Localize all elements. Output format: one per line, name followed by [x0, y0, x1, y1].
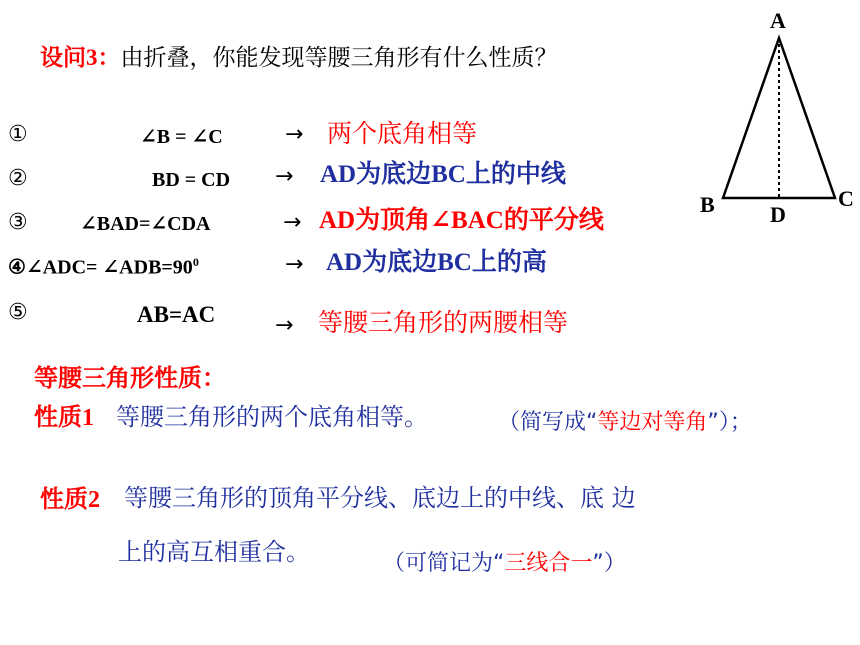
row4-expr-line — [8, 256, 199, 278]
row1-number: ① — [8, 122, 28, 147]
row5-number: ⑤ — [8, 300, 28, 325]
row2-arrow: → — [275, 164, 294, 189]
property1-note — [498, 412, 752, 434]
row4-arrow: → — [285, 252, 304, 277]
row3-expr: ∠BAD=∠CDA — [80, 213, 211, 235]
row2-result: AD为底边BC上的中线 — [320, 161, 566, 188]
property1-text: 等腰三角形的两个底角相等。 — [116, 403, 428, 431]
row1-expr: ∠B = ∠C — [140, 126, 223, 148]
property1-note-key: 等边对等角 — [597, 410, 708, 435]
row2-number: ② — [8, 166, 28, 191]
row5-arrow: → — [275, 313, 294, 338]
property1-note-pre: （简写成“ — [498, 410, 598, 435]
row5-result: 等腰三角形的两腰相等 — [318, 308, 569, 337]
property1-note-post: ”）； — [707, 410, 752, 435]
properties-heading: 等腰三角形性质： — [34, 364, 226, 392]
question-text: 由折叠，你能发现等腰三角形有什么性质？ — [120, 45, 558, 71]
vertex-b-label: B — [700, 192, 715, 217]
property2-label: 性质2 — [40, 487, 100, 513]
row3-number: ③ — [8, 210, 28, 235]
row3-arrow: → — [283, 210, 302, 235]
row4-result: AD为底边BC上的高 — [326, 249, 547, 276]
property2-note — [383, 553, 626, 575]
property2-note-post: ”） — [592, 551, 626, 576]
vertex-a-label: A — [770, 8, 786, 33]
point-d-label: D — [770, 202, 786, 227]
row1-arrow: → — [285, 122, 304, 147]
vertex-c-label: C — [838, 186, 854, 211]
question-prefix: 设问3： — [40, 45, 121, 70]
row3-result: AD为顶角∠BAC的平分线 — [319, 207, 604, 234]
row4-expr-sup: 0 — [192, 255, 199, 269]
row1-result: 两个底角相等 — [327, 119, 478, 148]
property2-note-pre: （可简记为“ — [383, 551, 505, 576]
question-line — [40, 46, 558, 70]
row4-number: ④ — [8, 256, 26, 279]
property2-line1: 等腰三角形的顶角平分线、底边上的中线、底 边 — [124, 484, 636, 512]
row4-expr: ∠ADC= ∠ADB=90 — [25, 256, 193, 279]
property2-note-key: 三线合一 — [504, 551, 593, 576]
row2-expr: BD = CD — [152, 169, 231, 191]
property1-label: 性质1 — [34, 405, 94, 431]
property2-line2: 上的高互相重合。 — [118, 538, 310, 566]
row5-expr: AB=AC — [137, 302, 216, 327]
isosceles-triangle-diagram — [690, 0, 860, 235]
